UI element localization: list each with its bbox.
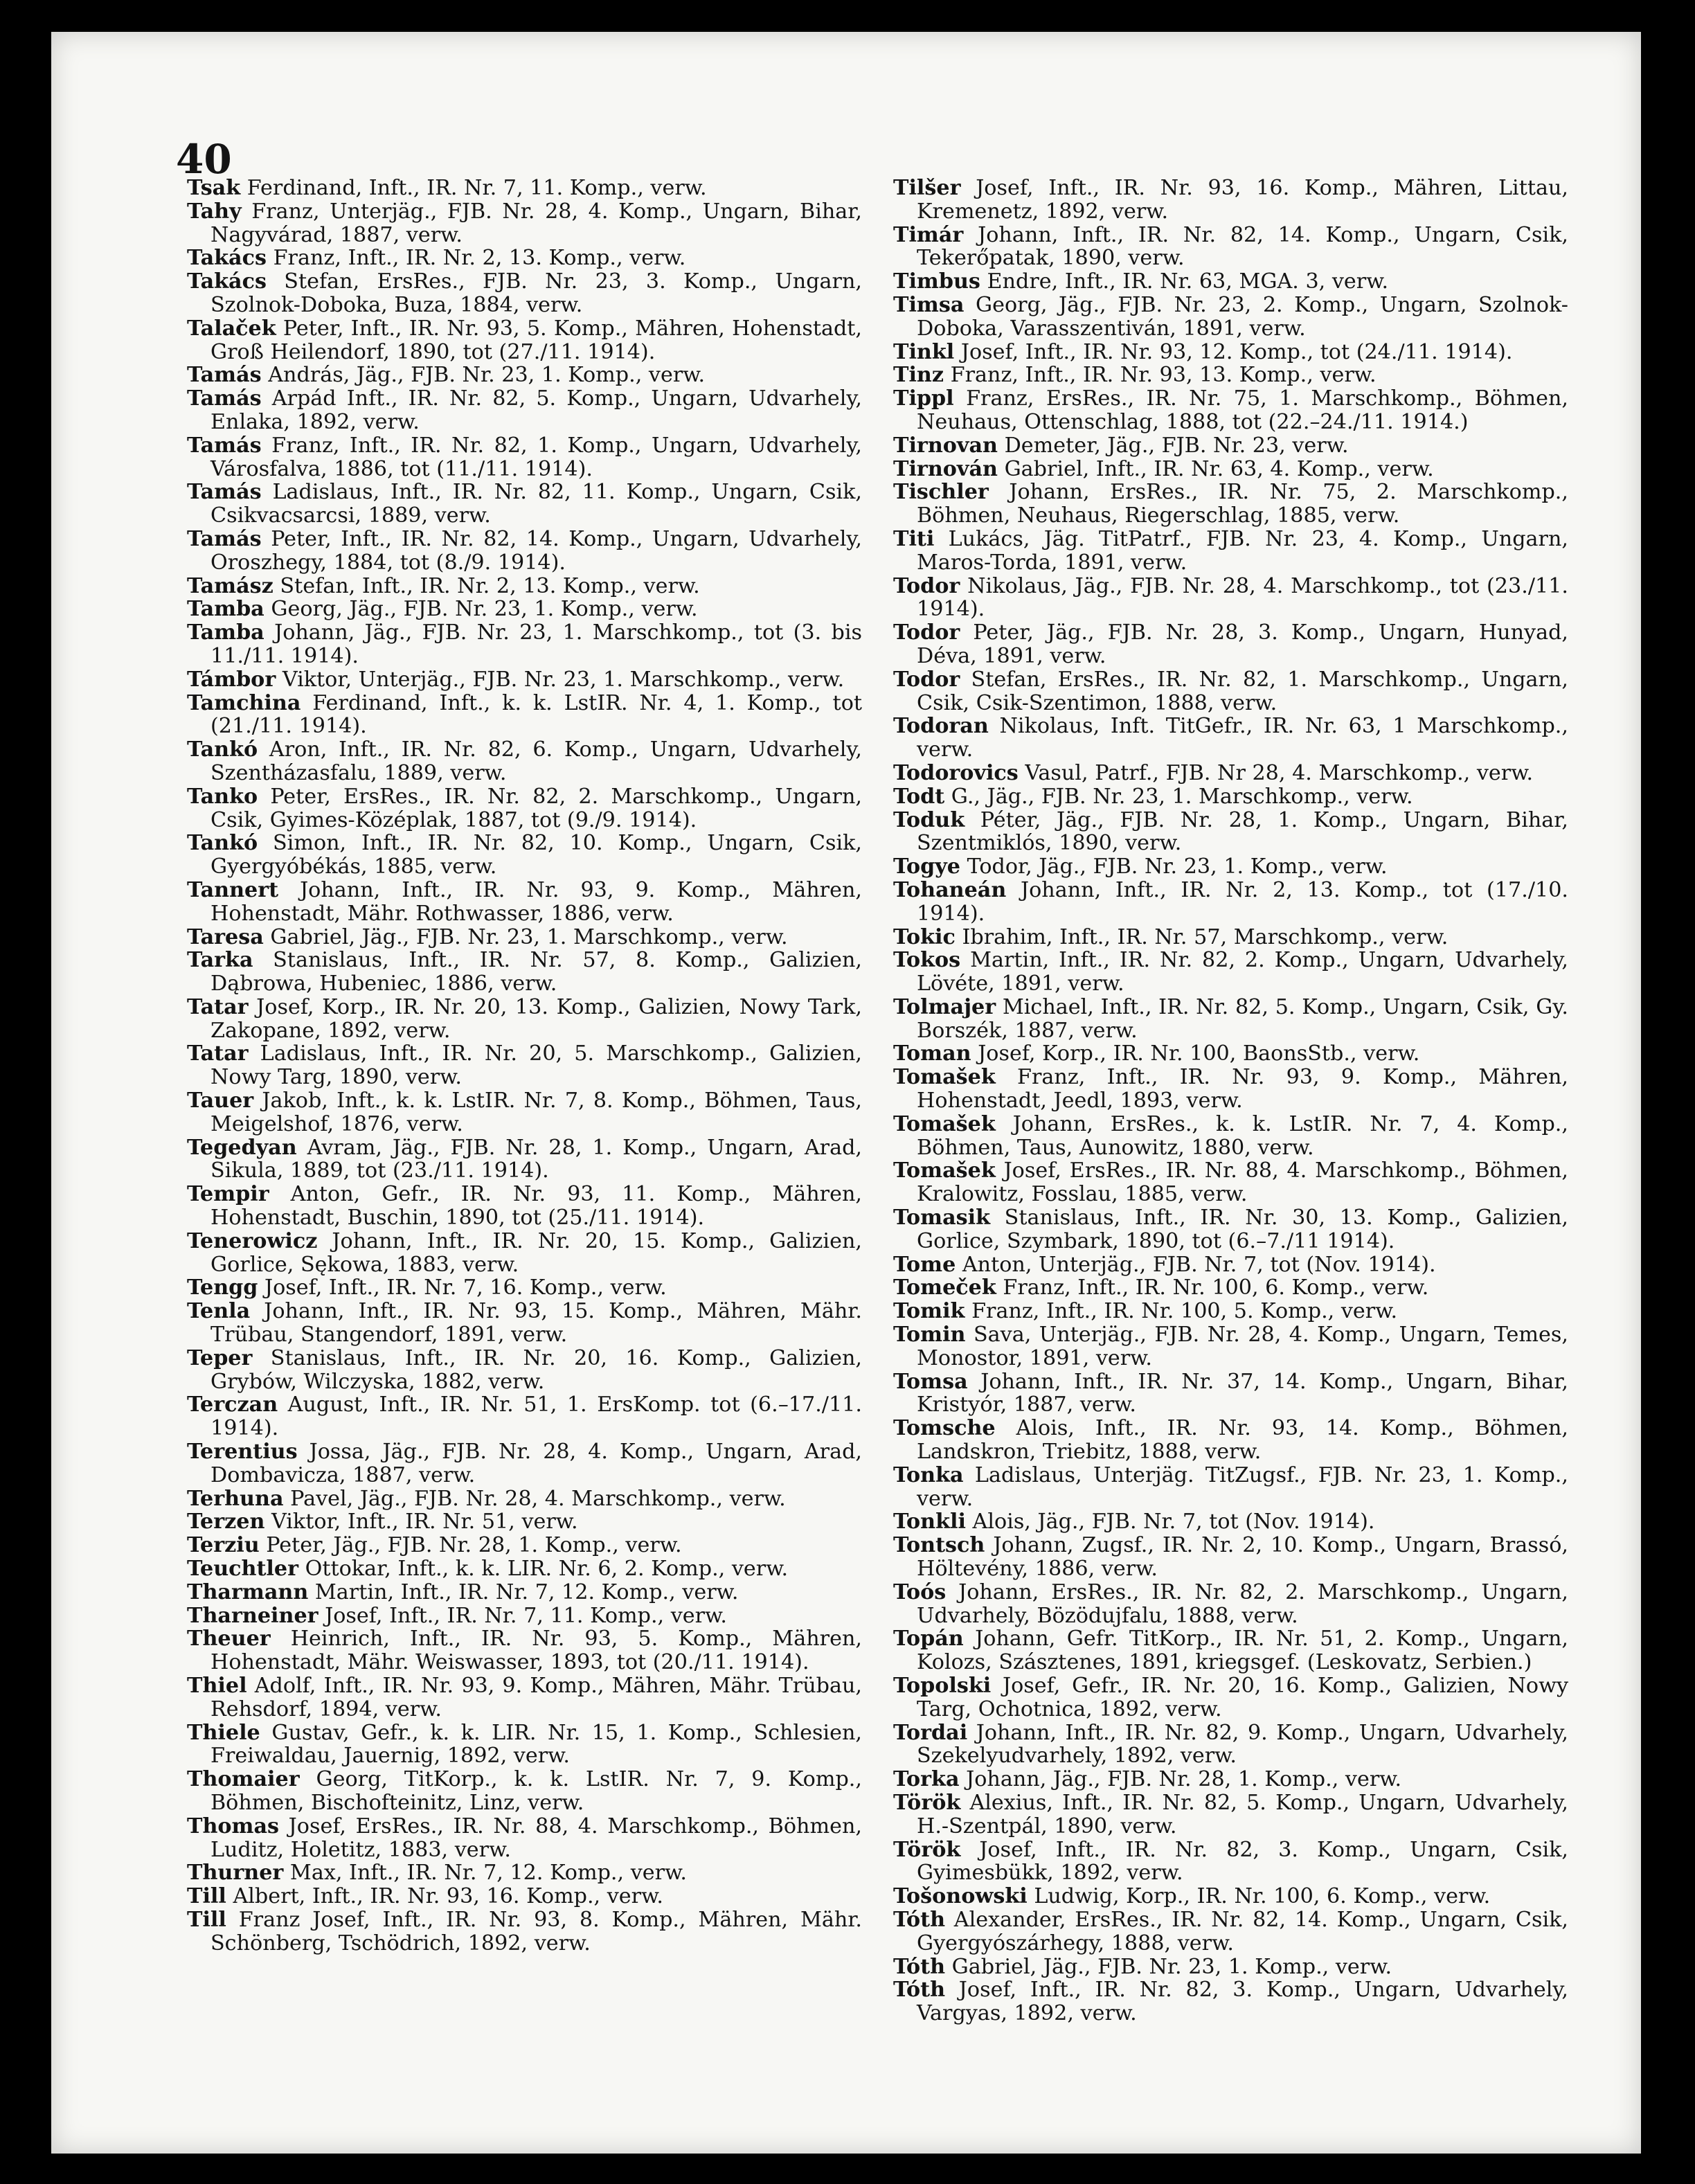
entry-details: Josef, Inft., IR. Nr. 7, 16. Komp., verw. (258, 1276, 667, 1300)
entry-details: András, Jäg., FJB. Nr. 23, 1. Komp., verw. (261, 363, 706, 388)
list-item (187, 738, 862, 785)
entry-details: Josef, Korp., IR. Nr. 100, BaonsStb., verw. (971, 1041, 1420, 1066)
entry-surname: Tomašek (893, 1111, 996, 1136)
entry-surname: Tomasik (893, 1206, 991, 1230)
list-item (893, 1885, 1568, 1908)
list-item (893, 1838, 1568, 1886)
list-item (893, 1674, 1568, 1721)
list-item (893, 809, 1568, 856)
entry-details: Josef, ErsRes., IR. Nr. 88, 4. Marschkomp., Böhmen, Kralowitz, Fosslau, 1885, verw. (917, 1158, 1568, 1207)
list-item (187, 387, 862, 434)
entry-details: Franz Josef, Inft., IR. Nr. 93, 8. Komp., Mähren, Mähr. Schönberg, Tschödrich, 1892, verw. (210, 1907, 862, 1955)
entry-details: Alois, Inft., IR. Nr. 93, 14. Komp., Böhmen, Landskron, Triebitz, 1888, verw. (917, 1416, 1568, 1465)
list-item (187, 1581, 862, 1604)
entry-details: Ottokar, Inft., k. k. LIR. Nr. 6, 2. Komp., verw. (298, 1557, 789, 1582)
list-item (187, 1627, 862, 1674)
list-item (187, 832, 862, 879)
entry-surname: Tamás (187, 433, 262, 458)
entry-surname: Tatar (187, 1041, 249, 1066)
list-item (893, 1464, 1568, 1511)
entry-details: Johann, Inft., IR. Nr. 93, 9. Komp., Mähren, Hohenstadt, Mähr. Rothwasser, 1886, verw. (210, 877, 862, 926)
entry-details: Josef, Inft., IR. Nr. 93, 16. Komp., Mähren, Littau, Kremenetz, 1892, verw. (917, 176, 1568, 224)
list-item (187, 1136, 862, 1183)
list-item (893, 668, 1568, 715)
entry-details: Peter, Jäg., FJB. Nr. 28, 3. Komp., Ungarn, Hunyad, Déva, 1891, verw. (917, 620, 1568, 668)
entry-details: Johann, Inft., IR. Nr. 93, 15. Komp., Mähren, Mähr. Trübau, Stangendorf, 1891, verw. (210, 1299, 862, 1348)
list-item (187, 598, 862, 621)
entry-details: Ladislaus, Inft., IR. Nr. 20, 5. Marschkomp., Galizien, Nowy Targ, 1890, verw. (210, 1041, 862, 1090)
list-item (893, 715, 1568, 762)
entry-details: Johann, Inft., IR. Nr. 37, 14. Komp., Ungarn, Bihar, Kristyór, 1887, verw. (917, 1369, 1568, 1417)
entry-surname: Tenerowicz (187, 1228, 318, 1253)
list-item (187, 528, 862, 575)
entry-details: Johann, Inft., IR. Nr. 82, 9. Komp., Ungarn, Udvarhely, Szekelyudvarhely, 1892, verw. (917, 1720, 1568, 1769)
entry-details: Vasul, Patrf., FJB. Nr 28, 4. Marschkomp., verw. (1018, 760, 1534, 785)
entry-surname: Tilšer (893, 176, 961, 200)
entry-details: Franz, ErsRes., IR. Nr. 75, 1. Marschkomp., Böhmen, Neuhaus, Ottenschlag, 1888, tot (22.–24./11. 1914.) (917, 386, 1568, 434)
list-item (893, 528, 1568, 575)
entry-surname: Tomeček (893, 1276, 996, 1300)
entry-surname: Torka (893, 1767, 960, 1792)
entry-details: Franz, Inft., IR. Nr. 82, 1. Komp., Ungarn, Udvarhely, Városfalva, 1886, tot (11./11. 1914). (210, 433, 862, 481)
list-item (187, 785, 862, 832)
entry-details: Gustav, Gefr., k. k. LIR. Nr. 15, 1. Komp., Schlesien, Freiwaldau, Jauernig, 1892, verw. (210, 1720, 862, 1769)
list-item (893, 1159, 1568, 1206)
entry-details: Max, Inft., IR. Nr. 7, 12. Komp., verw. (283, 1861, 687, 1886)
entry-details: Jossa, Jäg., FJB. Nr. 28, 4. Komp., Ungarn, Arad, Dombavicza, 1887, verw. (210, 1440, 862, 1487)
list-item (893, 855, 1568, 879)
entry-surname: Teper (187, 1345, 253, 1370)
list-item (187, 200, 862, 247)
entry-surname: Terzen (187, 1510, 265, 1534)
entry-details: Todor, Jäg., FJB. Nr. 23, 1. Komp., verw. (960, 854, 1388, 879)
list-item (893, 1721, 1568, 1769)
list-item (893, 364, 1568, 387)
list-item (187, 1534, 862, 1557)
list-item (187, 1393, 862, 1440)
entry-details: Gabriel, Inft., IR. Nr. 63, 4. Komp., verw. (997, 456, 1434, 481)
entry-surname: Tamba (187, 620, 264, 645)
entry-surname: Tirnovan (893, 433, 998, 458)
entry-surname: Török (893, 1790, 961, 1815)
entry-surname: Tóth (893, 1978, 946, 2003)
list-item (187, 1089, 862, 1136)
entry-details: Johann, Jäg., FJB. Nr. 23, 1. Marschkomp., tot (3. bis 11./11. 1914). (210, 620, 862, 668)
entry-details: Sava, Unterjäg., FJB. Nr. 28, 4. Komp., Ungarn, Temes, Monostor, 1891, verw. (917, 1323, 1568, 1370)
list-item (187, 364, 862, 387)
list-item (187, 434, 862, 481)
list-item (187, 1861, 862, 1885)
entry-surname: Terczan (187, 1393, 278, 1417)
entry-surname: Tamás (187, 480, 262, 505)
list-item (187, 1885, 862, 1908)
entry-surname: Teuchtler (187, 1557, 299, 1582)
entry-surname: Tome (893, 1252, 956, 1277)
entry-details: Franz, Inft., IR. Nr. 100, 5. Komp., verw. (965, 1299, 1398, 1324)
list-item (187, 177, 862, 200)
list-item (893, 621, 1568, 668)
entry-details: Martin, Inft., IR. Nr. 7, 12. Komp., verw. (308, 1579, 739, 1604)
entry-details: Nikolaus, Jäg., FJB. Nr. 28, 4. Marschkomp., tot (23./11. 1914). (917, 573, 1568, 622)
entry-surname: Terziu (187, 1533, 260, 1558)
list-item (187, 1440, 862, 1487)
entry-surname: Tarka (187, 948, 253, 973)
entry-details: Stefan, ErsRes., FJB. Nr. 23, 3. Komp., Ungarn, Szolnok-Doboka, Buza, 1884, verw. (210, 269, 862, 317)
entry-surname: Togye (893, 854, 960, 879)
list-item (893, 575, 1568, 622)
entry-details: Josef, ErsRes., IR. Nr. 88, 4. Marschkomp., Böhmen, Luditz, Holetitz, 1883, verw. (210, 1814, 862, 1862)
entry-details: Gabriel, Jäg., FJB. Nr. 23, 1. Komp., verw. (945, 1954, 1392, 1979)
entry-surname: Todor (893, 667, 960, 692)
entry-surname: Tošonowski (893, 1884, 1028, 1909)
entry-surname: Tannert (187, 877, 279, 902)
left-column (187, 177, 862, 1955)
entry-surname: Tischler (893, 480, 989, 505)
entry-details: Stanislaus, Inft., IR. Nr. 20, 16. Komp., Galizien, Grybów, Wilczyska, 1882, verw. (210, 1345, 862, 1394)
entry-surname: Todorovics (893, 760, 1019, 785)
entry-surname: Tenla (187, 1299, 251, 1324)
entry-surname: Theuer (187, 1627, 271, 1652)
list-item (187, 1347, 862, 1394)
list-item (187, 926, 862, 949)
entry-surname: Thiele (187, 1720, 260, 1745)
entry-surname: Tonka (893, 1462, 964, 1487)
entry-surname: Tamász (187, 573, 273, 598)
entry-surname: Thurner (187, 1861, 284, 1886)
list-item (893, 1908, 1568, 1955)
entry-surname: Till (187, 1907, 226, 1932)
entry-surname: Toós (893, 1579, 947, 1604)
entry-surname: Titi (893, 526, 935, 551)
list-item (187, 481, 862, 528)
right-column (893, 177, 1568, 2025)
list-item (893, 1300, 1568, 1323)
entry-details: Johann, ErsRes., k. k. LstIR. Nr. 7, 4. Komp., Böhmen, Taus, Aunowitz, 1880, verw. (917, 1111, 1568, 1160)
entry-details: Stefan, Inft., IR. Nr. 2, 13. Komp., verw. (273, 573, 700, 598)
entry-surname: Tamás (187, 526, 262, 551)
entry-surname: Toman (893, 1041, 971, 1066)
list-item (893, 996, 1568, 1043)
entry-surname: Todoran (893, 714, 989, 739)
list-item (187, 1487, 862, 1511)
entry-details: Ferdinand, Inft., k. k. LstIR. Nr. 4, 1. Komp., tot (21./11. 1914). (210, 690, 862, 739)
entry-details: Simon, Inft., IR. Nr. 82, 10. Komp., Ungarn, Csik, Gyergyóbékás, 1885, verw. (210, 831, 862, 879)
entry-surname: Till (187, 1884, 226, 1909)
entry-details: Josef, Korp., IR. Nr. 20, 13. Komp., Galizien, Nowy Tark, Zakopane, 1892, verw. (210, 994, 862, 1043)
entry-details: Johann, Inft., IR. Nr. 82, 14. Komp., Ungarn, Csik, Tekerőpatak, 1890, verw. (917, 222, 1568, 271)
entry-details: Avram, Jäg., FJB. Nr. 28, 1. Komp., Ungarn, Arad, Sikula, 1889, tot (23./11. 1914). (210, 1135, 862, 1183)
list-item (893, 1323, 1568, 1370)
entry-surname: Tempir (187, 1182, 269, 1207)
list-item (187, 317, 862, 364)
entry-details: Josef, Inft., IR. Nr. 93, 12. Komp., tot (24./11. 1914). (954, 339, 1513, 364)
entry-details: Josef, Inft., IR. Nr. 82, 3. Komp., Ungarn, Csik, Gyimesbükk, 1892, verw. (917, 1837, 1568, 1886)
list-item (187, 1768, 862, 1815)
entry-details: Josef, Inft., IR. Nr. 7, 11. Komp., verw. (318, 1603, 727, 1628)
entry-details: Georg, TitKorp., k. k. LstIR. Nr. 7, 9. Komp., Böhmen, Bischofteinitz, Linz, verw. (210, 1767, 862, 1815)
entry-surname: Tolmajer (893, 994, 996, 1019)
entry-details: Michael, Inft., IR. Nr. 82, 5. Komp., Ungarn, Csik, Gy. Borszék, 1887, verw. (917, 994, 1568, 1043)
list-item (893, 177, 1568, 224)
entry-surname: Tankó (187, 737, 258, 762)
list-item (893, 1955, 1568, 1979)
page-number: 40 (176, 136, 232, 183)
list-item (893, 1206, 1568, 1253)
entry-surname: Timbus (893, 269, 980, 294)
entry-surname: Tharmann (187, 1579, 309, 1604)
entry-details: Heinrich, Inft., IR. Nr. 93, 5. Komp., Mähren, Hohenstadt, Mähr. Weiswasser, 1893, tot (20./11. 1914). (210, 1627, 862, 1675)
list-item (187, 692, 862, 739)
entry-details: Arpád Inft., IR. Nr. 82, 5. Komp., Ungarn, Udvarhely, Enlaka, 1892, verw. (210, 386, 862, 434)
entry-surname: Tóth (893, 1907, 946, 1932)
entry-surname: Thomas (187, 1814, 280, 1838)
list-item (893, 949, 1568, 996)
entry-surname: Török (893, 1837, 961, 1862)
entry-surname: Tohaneán (893, 877, 1007, 902)
entry-details: Anton, Gefr., IR. Nr. 93, 11. Komp., Mähren, Hohenstadt, Buschin, 1890, tot (25./11. 1914). (210, 1182, 862, 1230)
list-item (187, 1510, 862, 1534)
list-item (893, 785, 1568, 809)
entry-surname: Tahy (187, 199, 242, 224)
list-item (893, 294, 1568, 341)
list-item (187, 1815, 862, 1862)
list-item (187, 270, 862, 317)
entry-details: Franz, Inft., IR. Nr. 93, 13. Komp., verw. (944, 363, 1376, 388)
entry-details: Nikolaus, Inft. TitGefr., IR. Nr. 63, 1 Marschkomp., verw. (917, 714, 1568, 762)
entry-details: Pavel, Jäg., FJB. Nr. 28, 4. Marschkomp., verw. (283, 1486, 786, 1511)
entry-surname: Talaček (187, 316, 276, 341)
entry-surname: Tokos (893, 948, 961, 973)
entry-details: Adolf, Inft., IR. Nr. 93, 9. Komp., Mähren, Mähr. Trübau, Rehsdorf, 1894, verw. (210, 1674, 862, 1721)
list-item (187, 1276, 862, 1300)
list-item (187, 668, 862, 692)
entry-surname: Tomin (893, 1323, 966, 1348)
list-item (187, 1674, 862, 1721)
list-item (893, 434, 1568, 458)
entry-details: Georg, Jäg., FJB. Nr. 23, 2. Komp., Ungarn, Szolnok-Doboka, Varasszentiván, 1891, verw. (917, 292, 1568, 341)
entry-details: Viktor, Inft., IR. Nr. 51, verw. (264, 1510, 578, 1534)
list-item (187, 949, 862, 996)
entry-details: Josef, Gefr., IR. Nr. 20, 16. Komp., Galizien, Nowy Targ, Ochotnica, 1892, verw. (917, 1674, 1568, 1721)
entry-details: Alexander, ErsRes., IR. Nr. 82, 14. Komp., Ungarn, Csik, Gyergyószárhegy, 1888, verw. (917, 1907, 1568, 1955)
entry-details: Johann, ErsRes., IR. Nr. 82, 2. Marschkomp., Ungarn, Udvarhely, Bözödujfalu, 1888, verw. (917, 1579, 1568, 1628)
entry-surname: Tharneiner (187, 1603, 319, 1628)
entry-details: August, Inft., IR. Nr. 51, 1. ErsKomp. tot (6.–17./11. 1914). (210, 1393, 862, 1441)
list-item (893, 1627, 1568, 1674)
entry-details: Ludwig, Korp., IR. Nr. 100, 6. Komp., verw. (1027, 1884, 1491, 1909)
list-item (187, 1230, 862, 1277)
entry-details: Peter, ErsRes., IR. Nr. 82, 2. Marschkomp., Ungarn, Csik, Gyimes-Középlak, 1887, tot (9./9. 1914). (210, 784, 862, 832)
entry-details: Ladislaus, Unterjäg. TitZugsf., FJB. Nr. 23, 1. Komp., verw. (917, 1462, 1568, 1511)
entry-details: Anton, Unterjäg., FJB. Nr. 7, tot (Nov. 1914). (956, 1252, 1436, 1277)
list-item (893, 1042, 1568, 1066)
entry-surname: Tinkl (893, 339, 955, 364)
list-item (187, 879, 862, 926)
entry-surname: Tamchina (187, 690, 301, 715)
entry-surname: Thomaier (187, 1767, 300, 1792)
entry-details: Peter, Inft., IR. Nr. 82, 14. Komp., Ungarn, Udvarhely, Oroszhegy, 1884, tot (8./9. 1914). (210, 526, 862, 575)
list-item (893, 481, 1568, 528)
entry-details: Stefan, ErsRes., IR. Nr. 82, 1. Marschkomp., Ungarn, Csik, Csik-Szentimon, 1888, verw. (917, 667, 1568, 715)
entry-details: Franz, Inft., IR. Nr. 2, 13. Komp., verw. (267, 246, 686, 271)
entry-surname: Todt (893, 784, 945, 809)
entry-surname: Timár (893, 222, 964, 247)
entry-surname: Thiel (187, 1674, 247, 1698)
list-item (187, 1557, 862, 1581)
list-item (893, 1768, 1568, 1791)
entry-details: Jakob, Inft., k. k. LstIR. Nr. 7, 8. Komp., Böhmen, Taus, Meigelshof, 1876, verw. (210, 1089, 862, 1136)
entry-surname: Tordai (893, 1720, 968, 1745)
entry-surname: Tomik (893, 1299, 965, 1324)
entry-surname: Tóth (893, 1954, 946, 1979)
list-item (893, 1978, 1568, 2025)
entry-surname: Topán (893, 1627, 964, 1652)
entry-surname: Tengg (187, 1276, 258, 1300)
entry-surname: Tamás (187, 386, 262, 411)
entry-details: Stanislaus, Inft., IR. Nr. 30, 13. Komp., Galizien, Gorlice, Szymbark, 1890, tot (6.–7./11 1914). (917, 1206, 1568, 1253)
entry-surname: Todor (893, 573, 960, 598)
list-item (893, 341, 1568, 364)
entry-surname: Taresa (187, 924, 264, 949)
entry-details: Peter, Inft., IR. Nr. 93, 5. Komp., Mähren, Hohenstadt, Groß Heilendorf, 1890, tot (27./11. 1914). (210, 316, 862, 364)
list-item (893, 387, 1568, 434)
list-item (893, 1791, 1568, 1838)
entry-details: Johann, Jäg., FJB. Nr. 28, 1. Komp., verw. (959, 1767, 1402, 1792)
entry-surname: Tomašek (893, 1065, 996, 1090)
list-item (893, 926, 1568, 949)
entry-details: Johann, Inft., IR. Nr. 20, 15. Komp., Galizien, Gorlice, Sękowa, 1883, verw. (210, 1228, 862, 1277)
list-item (893, 1510, 1568, 1534)
list-item (893, 1417, 1568, 1464)
entry-surname: Takács (187, 246, 267, 271)
entry-details: Aron, Inft., IR. Nr. 82, 6. Komp., Ungarn, Udvarhely, Szentházasfalu, 1889, verw. (210, 737, 862, 785)
entry-details: G., Jäg., FJB. Nr. 23, 1. Marschkomp., verw. (944, 784, 1413, 809)
entry-details: Peter, Jäg., FJB. Nr. 28, 1. Komp., verw. (259, 1533, 682, 1558)
entry-surname: Támbor (187, 667, 276, 692)
entry-surname: Tippl (893, 386, 954, 411)
entry-surname: Timsa (893, 292, 965, 317)
list-item (893, 1276, 1568, 1300)
entry-details: Ladislaus, Inft., IR. Nr. 82, 11. Komp., Ungarn, Csik, Csikvacsarcsi, 1889, verw. (210, 480, 862, 528)
entry-details: Johann, Zugsf., IR. Nr. 2, 10. Komp., Ungarn, Brassó, Höltevény, 1886, verw. (917, 1533, 1568, 1582)
list-item (893, 879, 1568, 926)
list-item (187, 1908, 862, 1955)
entry-surname: Tinz (893, 363, 944, 388)
list-item (893, 1066, 1568, 1113)
list-item (187, 247, 862, 270)
list-item (187, 1042, 862, 1089)
entry-details: Ibrahim, Inft., IR. Nr. 57, Marschkomp., verw. (955, 924, 1449, 949)
entry-surname: Terhuna (187, 1486, 284, 1511)
entry-details: Franz, Unterjäg., FJB. Nr. 28, 4. Komp., Ungarn, Bihar, Nagyvárad, 1887, verw. (210, 199, 862, 247)
entry-details: Alois, Jäg., FJB. Nr. 7, tot (Nov. 1914). (965, 1510, 1375, 1534)
entry-surname: Tsak (187, 176, 241, 200)
entry-details: Johann, Gefr. TitKorp., IR. Nr. 51, 2. Komp., Ungarn, Kolozs, Szásztenes, 1891, kriegsgef. (Leskovatz, Serbien.) (917, 1627, 1568, 1675)
entry-details: Albert, Inft., IR. Nr. 93, 16. Komp., verw. (226, 1884, 663, 1909)
entry-details: Alexius, Inft., IR. Nr. 82, 5. Komp., Ungarn, Udvarhely, H.-Szentpál, 1890, verw. (917, 1790, 1568, 1838)
entry-surname: Tontsch (893, 1533, 985, 1558)
entry-surname: Tauer (187, 1089, 254, 1113)
list-item (893, 1534, 1568, 1581)
entry-details: Franz, Inft., IR. Nr. 100, 6. Komp., verw. (996, 1276, 1429, 1300)
list-item (187, 1604, 862, 1628)
entry-details: Gabriel, Jäg., FJB. Nr. 23, 1. Marschkomp., verw. (263, 924, 788, 949)
list-item (893, 1370, 1568, 1417)
entry-details: Viktor, Unterjäg., FJB. Nr. 23, 1. Marschkomp., verw. (276, 667, 845, 692)
entry-surname: Tegedyan (187, 1135, 297, 1160)
entry-details: Johann, Inft., IR. Nr. 2, 13. Komp., tot (17./10. 1914). (917, 877, 1568, 926)
entry-details: Endre, Inft., IR. Nr. 63, MGA. 3, verw. (980, 269, 1389, 294)
entry-surname: Tamás (187, 363, 262, 388)
entry-surname: Tomsa (893, 1369, 968, 1394)
entry-details: Franz, Inft., IR. Nr. 93, 9. Komp., Mähren, Hohenstadt, Jeedl, 1893, verw. (917, 1065, 1568, 1113)
entry-surname: Tomašek (893, 1158, 996, 1183)
entry-surname: Tatar (187, 994, 249, 1019)
list-item (893, 458, 1568, 481)
entry-details: Lukács, Jäg. TitPatrf., FJB. Nr. 23, 4. Komp., Ungarn, Maros-Torda, 1891, verw. (917, 526, 1568, 575)
entry-surname: Toduk (893, 807, 965, 832)
list-item (893, 1113, 1568, 1160)
entry-surname: Topolski (893, 1674, 992, 1698)
entry-details: Péter, Jäg., FJB. Nr. 28, 1. Komp., Ungarn, Bihar, Szentmiklós, 1890, verw. (917, 807, 1568, 856)
list-item (187, 1300, 862, 1347)
entry-details: Georg, Jäg., FJB. Nr. 23, 1. Komp., verw. (264, 597, 698, 622)
entry-details: Johann, ErsRes., IR. Nr. 75, 2. Marschkomp., Böhmen, Neuhaus, Riegerschlag, 1885, verw. (917, 480, 1568, 528)
entry-details: Demeter, Jäg., FJB. Nr. 23, verw. (997, 433, 1349, 458)
entry-details: Martin, Inft., IR. Nr. 82, 2. Komp., Ungarn, Udvarhely, Lövéte, 1891, verw. (917, 948, 1568, 996)
entry-surname: Tokic (893, 924, 956, 949)
entry-surname: Tamba (187, 597, 264, 622)
entry-details: Josef, Inft., IR. Nr. 82, 3. Komp., Ungarn, Udvarhely, Vargyas, 1892, verw. (917, 1978, 1568, 2026)
list-item (187, 575, 862, 598)
entry-details: Stanislaus, Inft., IR. Nr. 57, 8. Komp., Galizien, Dąbrowa, Hubeniec, 1886, verw. (210, 948, 862, 996)
list-item (893, 1581, 1568, 1628)
entry-surname: Takács (187, 269, 267, 294)
list-item (893, 270, 1568, 294)
entry-surname: Terentius (187, 1440, 298, 1465)
entry-surname: Tomsche (893, 1416, 996, 1441)
list-item (893, 762, 1568, 785)
entry-details: Ferdinand, Inft., IR. Nr. 7, 11. Komp., verw. (240, 176, 707, 200)
list-item (893, 1253, 1568, 1277)
entry-surname: Tonkli (893, 1510, 966, 1534)
list-item (187, 1183, 862, 1230)
list-item (187, 621, 862, 668)
list-item (893, 224, 1568, 271)
entry-surname: Tankó (187, 831, 258, 856)
list-item (187, 1721, 862, 1769)
list-item (187, 996, 862, 1043)
entry-surname: Tirnován (893, 456, 998, 481)
entry-surname: Tanko (187, 784, 258, 809)
entry-surname: Todor (893, 620, 960, 645)
